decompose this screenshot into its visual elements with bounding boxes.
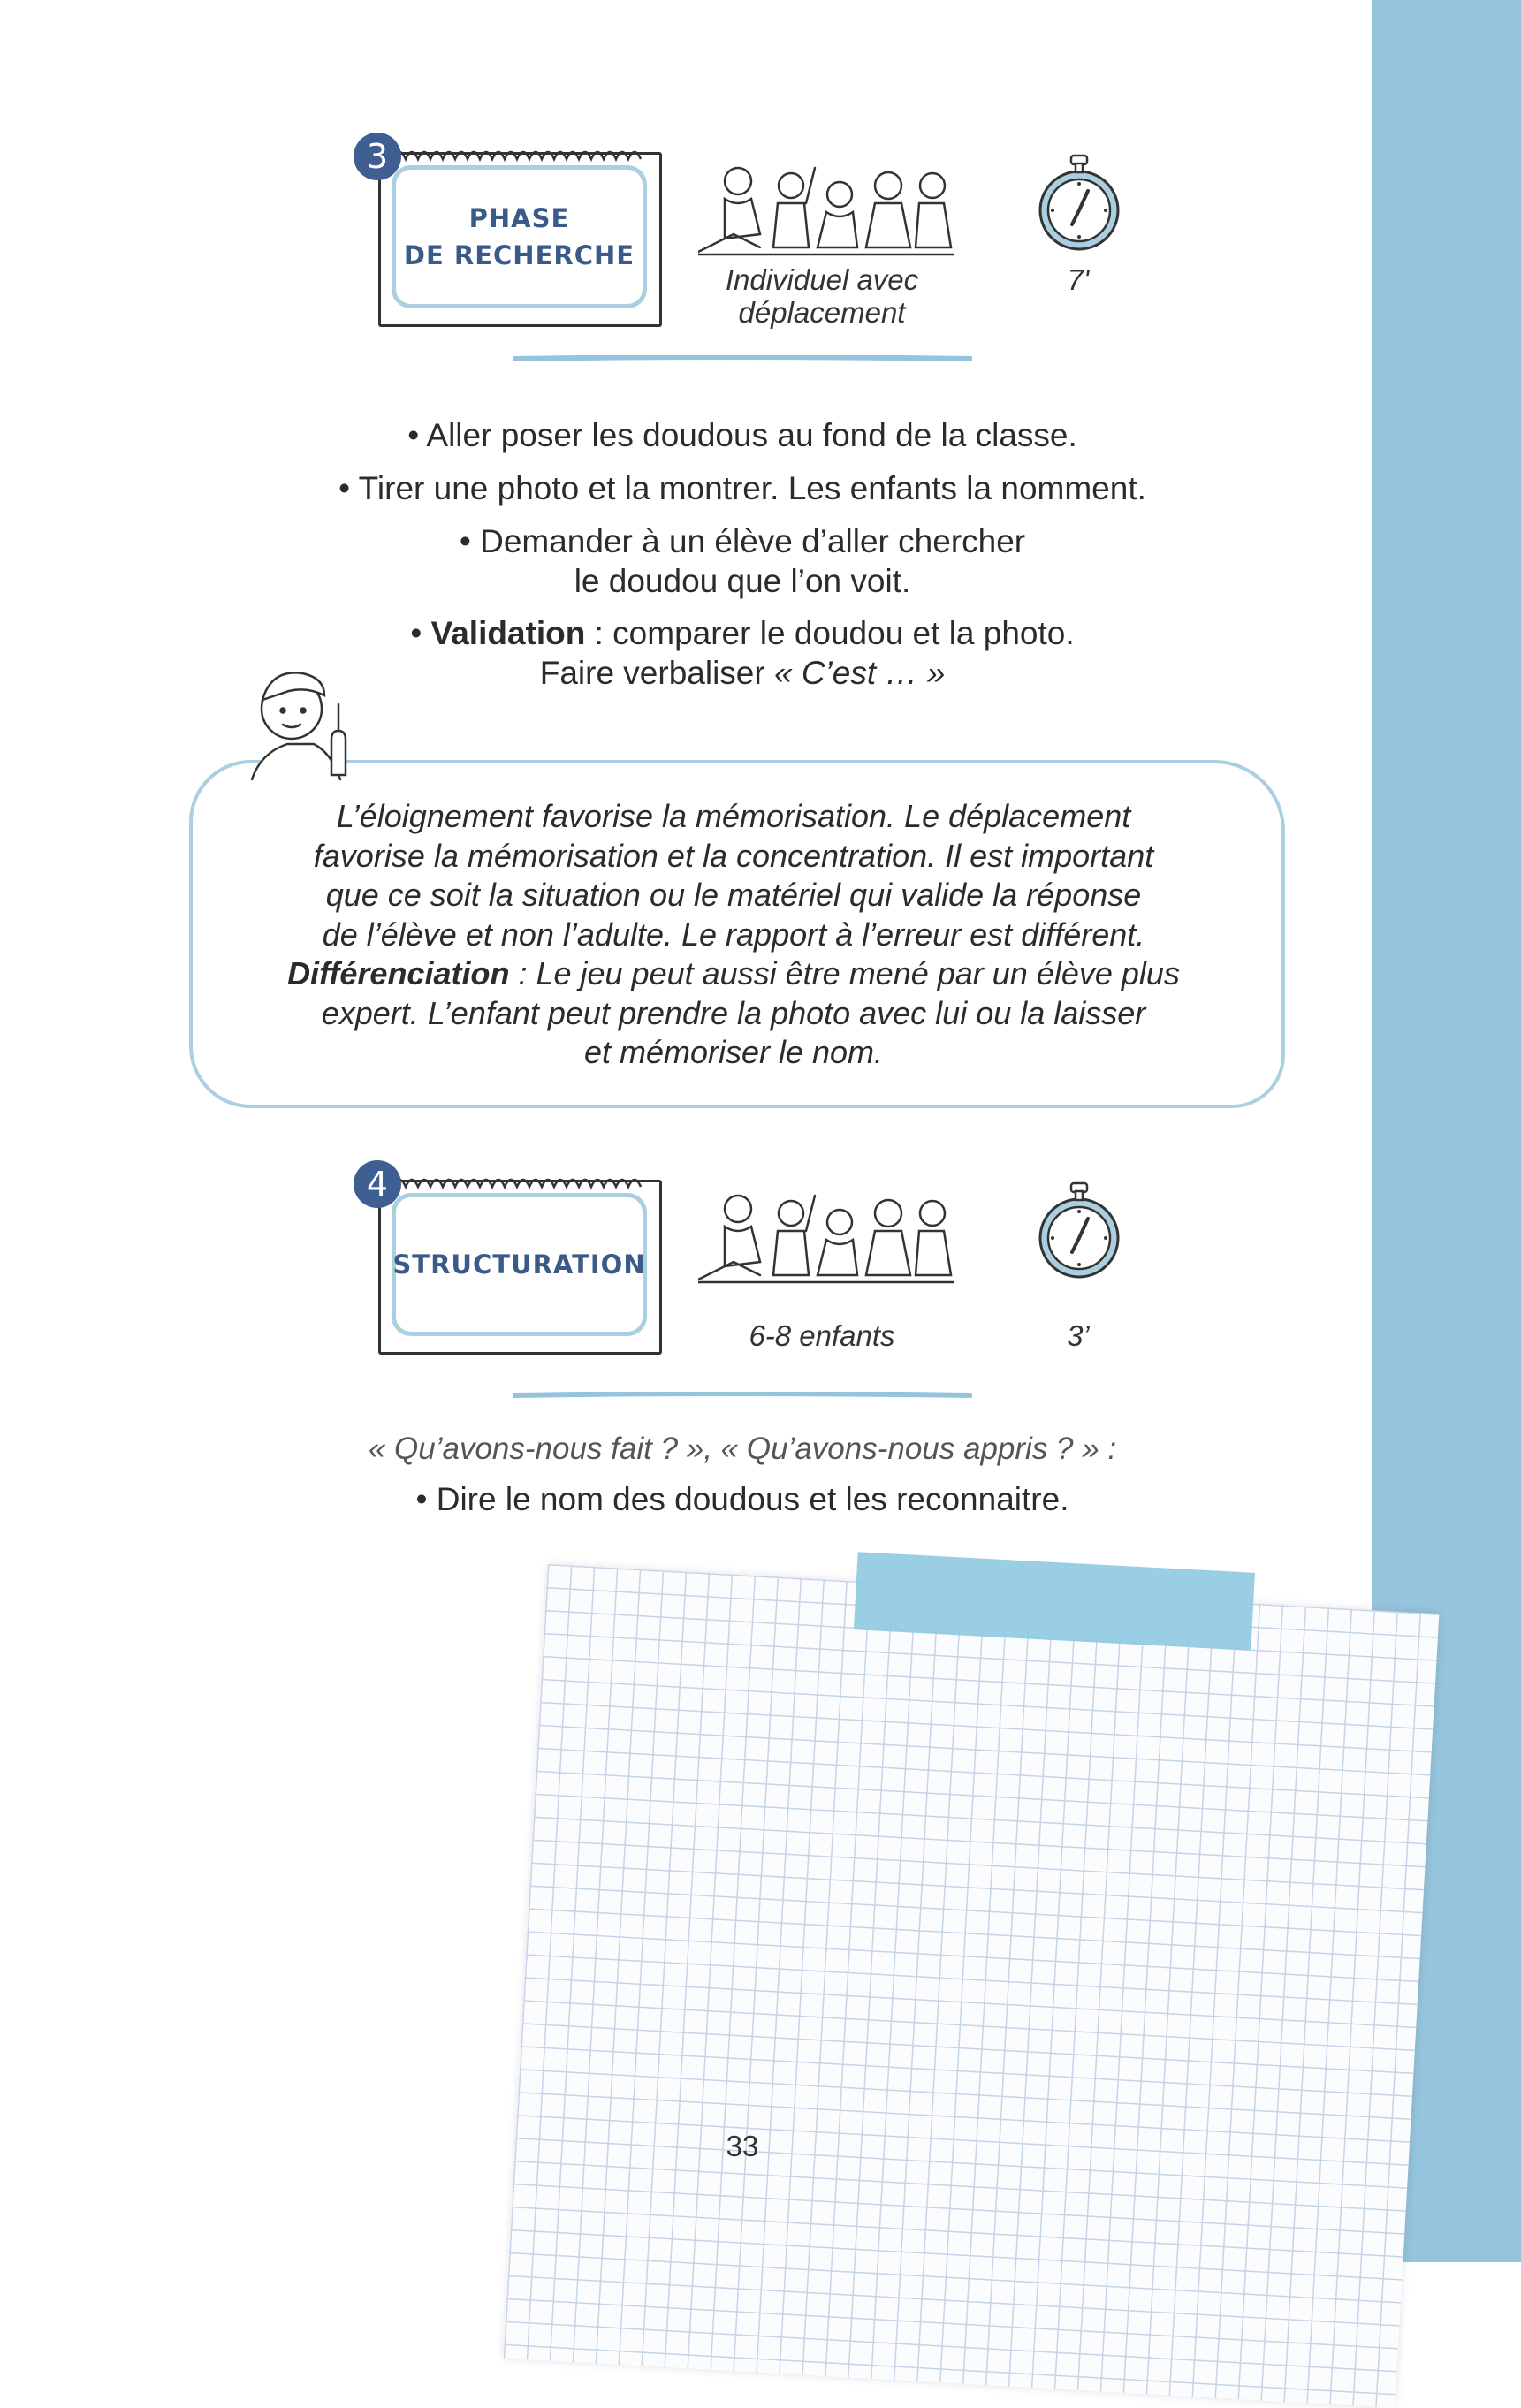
phase-4-title: STRUCTURATION: [392, 1249, 646, 1280]
teacher-note-text: [189, 797, 1278, 1073]
validation-label: Validation: [430, 615, 586, 651]
validation-text: : comparer le doudou et la photo.: [585, 615, 1075, 651]
step-line: • Aller poser les doudous au fond de la classe.: [407, 417, 1077, 453]
note-line: [189, 954, 1278, 994]
verbalise-quote: « C’est … »: [773, 655, 946, 691]
stopwatch-icon: [1036, 152, 1122, 256]
differentiation-label: Différenciation: [287, 955, 510, 991]
verbalise-text: Faire verbaliser: [539, 655, 774, 691]
children-group-icon: [698, 159, 954, 261]
phase-3-title-frame: [392, 165, 647, 308]
step-line: • Tirer une photo et la montrer. Les enfants la nomment.: [338, 470, 1146, 506]
phase-3-number-badge: 3: [354, 133, 401, 180]
step-line: le doudou que l’on voit.: [574, 563, 911, 599]
phase-3-title: PHASE DE RECHERCHE: [403, 202, 635, 270]
differentiation-text: : Le jeu peut aussi être mené par un élève plus: [509, 955, 1180, 991]
phase-4-duration: 3’: [1067, 1319, 1090, 1352]
note-line: que ce soit la situation ou le matériel qui valide la réponse: [325, 877, 1142, 913]
phase-3-group-label: Individuel avec déplacement: [725, 263, 919, 329]
phase-4-number-badge: 4: [354, 1160, 401, 1208]
teacher-pointing-icon: [243, 665, 376, 788]
phase-4-header: [354, 1160, 1237, 1425]
phase-3-notepad: [378, 152, 662, 327]
phase-3-divider: [513, 355, 972, 362]
note-line: et mémoriser le nom.: [583, 1034, 884, 1070]
phase-3-duration: 7': [1067, 263, 1090, 296]
phase-4-divider: [513, 1392, 972, 1399]
phase-4-notepad: [378, 1180, 662, 1355]
note-line: L’éloignement favorise la mémorisation. Le déplacement: [336, 798, 1131, 834]
structuration-question: « Qu’avons-nous fait ? », « Qu’avons-nous appris ? » :: [368, 1432, 1117, 1466]
note-line: de l’élève et non l’adulte. Le rapport à l’erreur est différent.: [322, 915, 1145, 953]
note-line: favorise la mémorisation et la concentration. Il est important: [313, 837, 1154, 874]
phase-4-title-frame: [392, 1193, 647, 1336]
spiral-binding-icon: [393, 1169, 658, 1192]
spiral-binding-icon: [393, 141, 658, 164]
validation-line: [124, 614, 1361, 653]
note-line: expert. L’enfant peut prendre la photo avec lui ou la laisser: [321, 994, 1146, 1031]
children-group-icon: [698, 1187, 954, 1288]
page-number: 33: [726, 2130, 759, 2162]
phase-4-group-label: 6-8 enfants: [749, 1319, 895, 1352]
stopwatch-icon: [1036, 1180, 1122, 1284]
phase-3-header: [354, 133, 1237, 398]
grid-paper-sheet: [504, 1564, 1440, 2408]
step-line: • Dire le nom des doudous et les reconnaitre.: [415, 1481, 1069, 1517]
bullet: •: [410, 615, 431, 651]
step-line: • Demander à un élève d’aller chercher: [459, 523, 1026, 559]
